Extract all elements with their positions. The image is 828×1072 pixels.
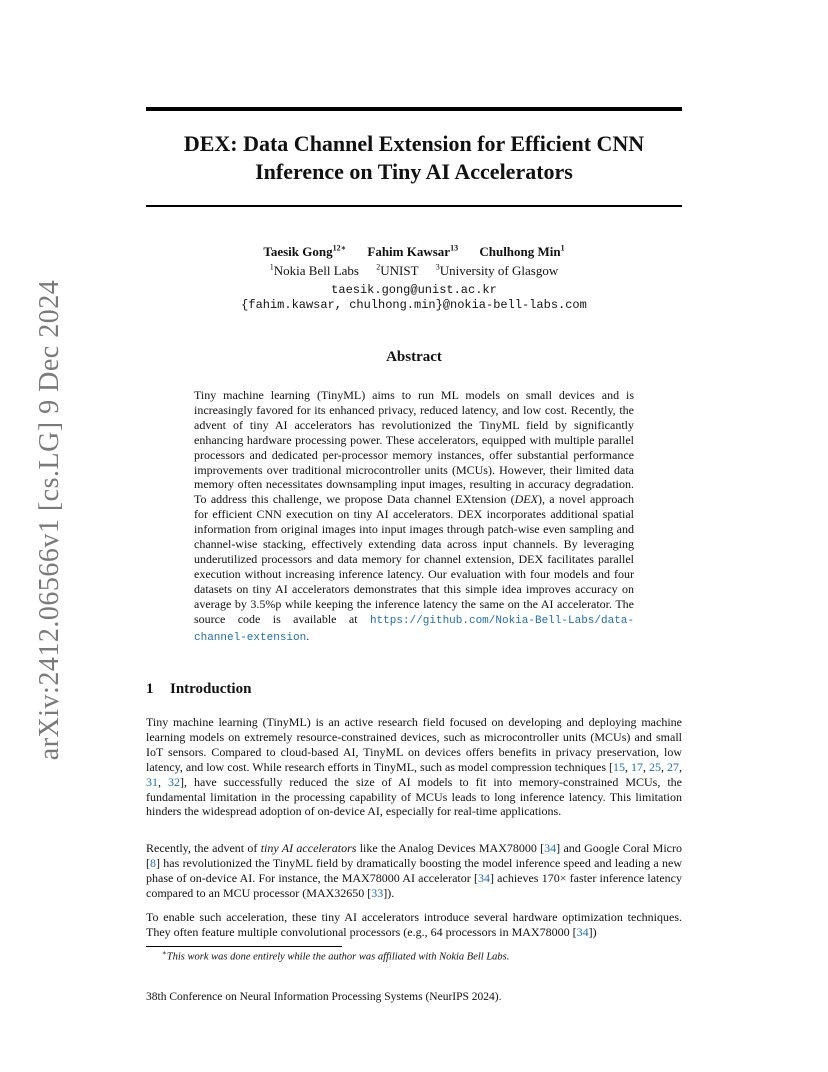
citation-link[interactable]: 17 <box>631 759 644 774</box>
email-line-2: {fahim.kawsar, chulhong.min}@nokia-bell-labs.com <box>241 298 587 312</box>
footnote-mark: ∗ <box>162 949 167 957</box>
footnote-text: This work was done entirely while the author was affiliated with Nokia Bell Labs. <box>166 951 510 963</box>
author-3: Chulhong Min$^1$ <box>479 244 565 260</box>
abstract-heading: Abstract <box>386 349 442 365</box>
citation-link[interactable]: 25 <box>649 759 662 774</box>
code-link[interactable]: https://github.com/Nokia-Bell-Labs/data-channel-extension <box>194 614 634 644</box>
footnote <box>162 949 682 963</box>
affiliation-1: $^1$Nokia Bell Labs <box>269 263 359 279</box>
venue-note: 38th Conference on Neural Information Processing Systems (NeurIPS 2024). <box>146 991 502 1003</box>
affiliation-2: $^2$UNIST <box>376 263 419 279</box>
title-bottom-rule <box>146 205 682 207</box>
email-line-1: taesik.gong@unist.ac.kr <box>331 283 497 297</box>
citation-link[interactable]: 27 <box>667 759 680 774</box>
intro-paragraph-1: Tiny machine learning (TinyML) is an active research field focused on developing and deploying machine learning models on extremely resource-constrained devices, such as microcontroller units (MCUs) and small IoT sensors. Compared to cloud-based AI, TinyML on devices offers benefits in privacy preservation, low latency, and low cost. While research efforts in TinyML, such as model compression techniques [15, 17, 25, 27, 31, 32], have successfully reduced the size of AI models to fit into memory-constrained MCUs, the fundamental limitation in the processing capability of MCUs leads to long inference latency. This limitation hinders the widespread adoption of on-device AI, especially for real-time applications. <box>146 715 683 819</box>
citation-link[interactable]: 34 <box>576 924 589 939</box>
citation-link[interactable]: 8 <box>150 855 156 870</box>
intro-paragraph-2: Recently, the advent of tiny AI accelerators like the Analog Devices MAX78000 [34] and Google Coral Micro [8] has revolutionized the TinyML field by dramatically boosting the model inference speed and leading a new phase of on-device AI. For instance, the MAX78000 AI accelerator [34] achieves 170× faster inference latency compared to an MCU processor (MAX32650 [33]). <box>146 841 683 900</box>
paper-title <box>146 130 682 186</box>
title-line-1: DEX: Data Channel Extension for Efficient CNN <box>183 131 645 156</box>
section-title: Introduction <box>170 681 252 697</box>
author-list <box>146 243 682 260</box>
citation-link[interactable]: 15 <box>613 759 626 774</box>
intro-paragraph-3: To enable such acceleration, these tiny AI accelerators introduce several hardware optimization techniques. They often feature multiple convolutional processors (e.g., 64 processors in MAX78000 [34]) <box>146 910 682 939</box>
title-top-rule <box>146 107 682 111</box>
author-2: Fahim Kawsar$^{13}$ <box>367 244 459 260</box>
section-number: 1 <box>146 681 154 697</box>
affiliation-list <box>146 263 682 279</box>
affiliation-3: $^3$University of Glasgow <box>435 263 559 279</box>
footnote-rule <box>146 946 342 947</box>
abstract-body: Tiny machine learning (TinyML) aims to run ML models on small devices and is increasingly favored for its enhanced privacy, reduced latency, and low cost. Recently, the advent of tiny AI accelerators has revolutionized the TinyML field by significantly enhancing hardware processing power. These accelerators, equipped with multiple parallel processors and dedicated per-processor memory instances, offer substantial performance improvements over traditional microcontroller units (MCUs). However, their limited data memory often necessitates downsampling input images, resulting in accuracy degradation. To address this challenge, we propose Data channel EXtension (DEX), a novel approach for efficient CNN execution on tiny AI accelerators. DEX incorporates additional spatial information from original images into input images through patch-wise even sampling and channel-wise stacking, effectively extending data across input channels. By leveraging underutilized processors and data memory for channel extension, DEX facilitates parallel execution without increasing inference latency. Our evaluation with four models and four datasets on tiny AI accelerators demonstrates that this simple idea improves accuracy on average by 3.5%p while keeping the inference latency the same on the AI accelerator. The source code is available at https://github.com/Nokia-Bell-Labs/data-channel-extension. <box>194 388 634 644</box>
citation-link[interactable]: 32 <box>168 774 181 789</box>
author-1: Taesik Gong$^{12∗}$ <box>263 244 347 260</box>
citation-link[interactable]: 34 <box>544 841 557 855</box>
citation-link[interactable]: 33 <box>371 885 384 900</box>
section-heading <box>146 681 682 698</box>
citation-link[interactable]: 31 <box>146 774 158 789</box>
title-line-2: Inference on Tiny AI Accelerators <box>255 159 573 184</box>
arxiv-identifier: arXiv:2412.06566v1 [cs.LG] 9 Dec 2024 <box>34 279 65 761</box>
citation-link[interactable]: 34 <box>477 870 490 885</box>
